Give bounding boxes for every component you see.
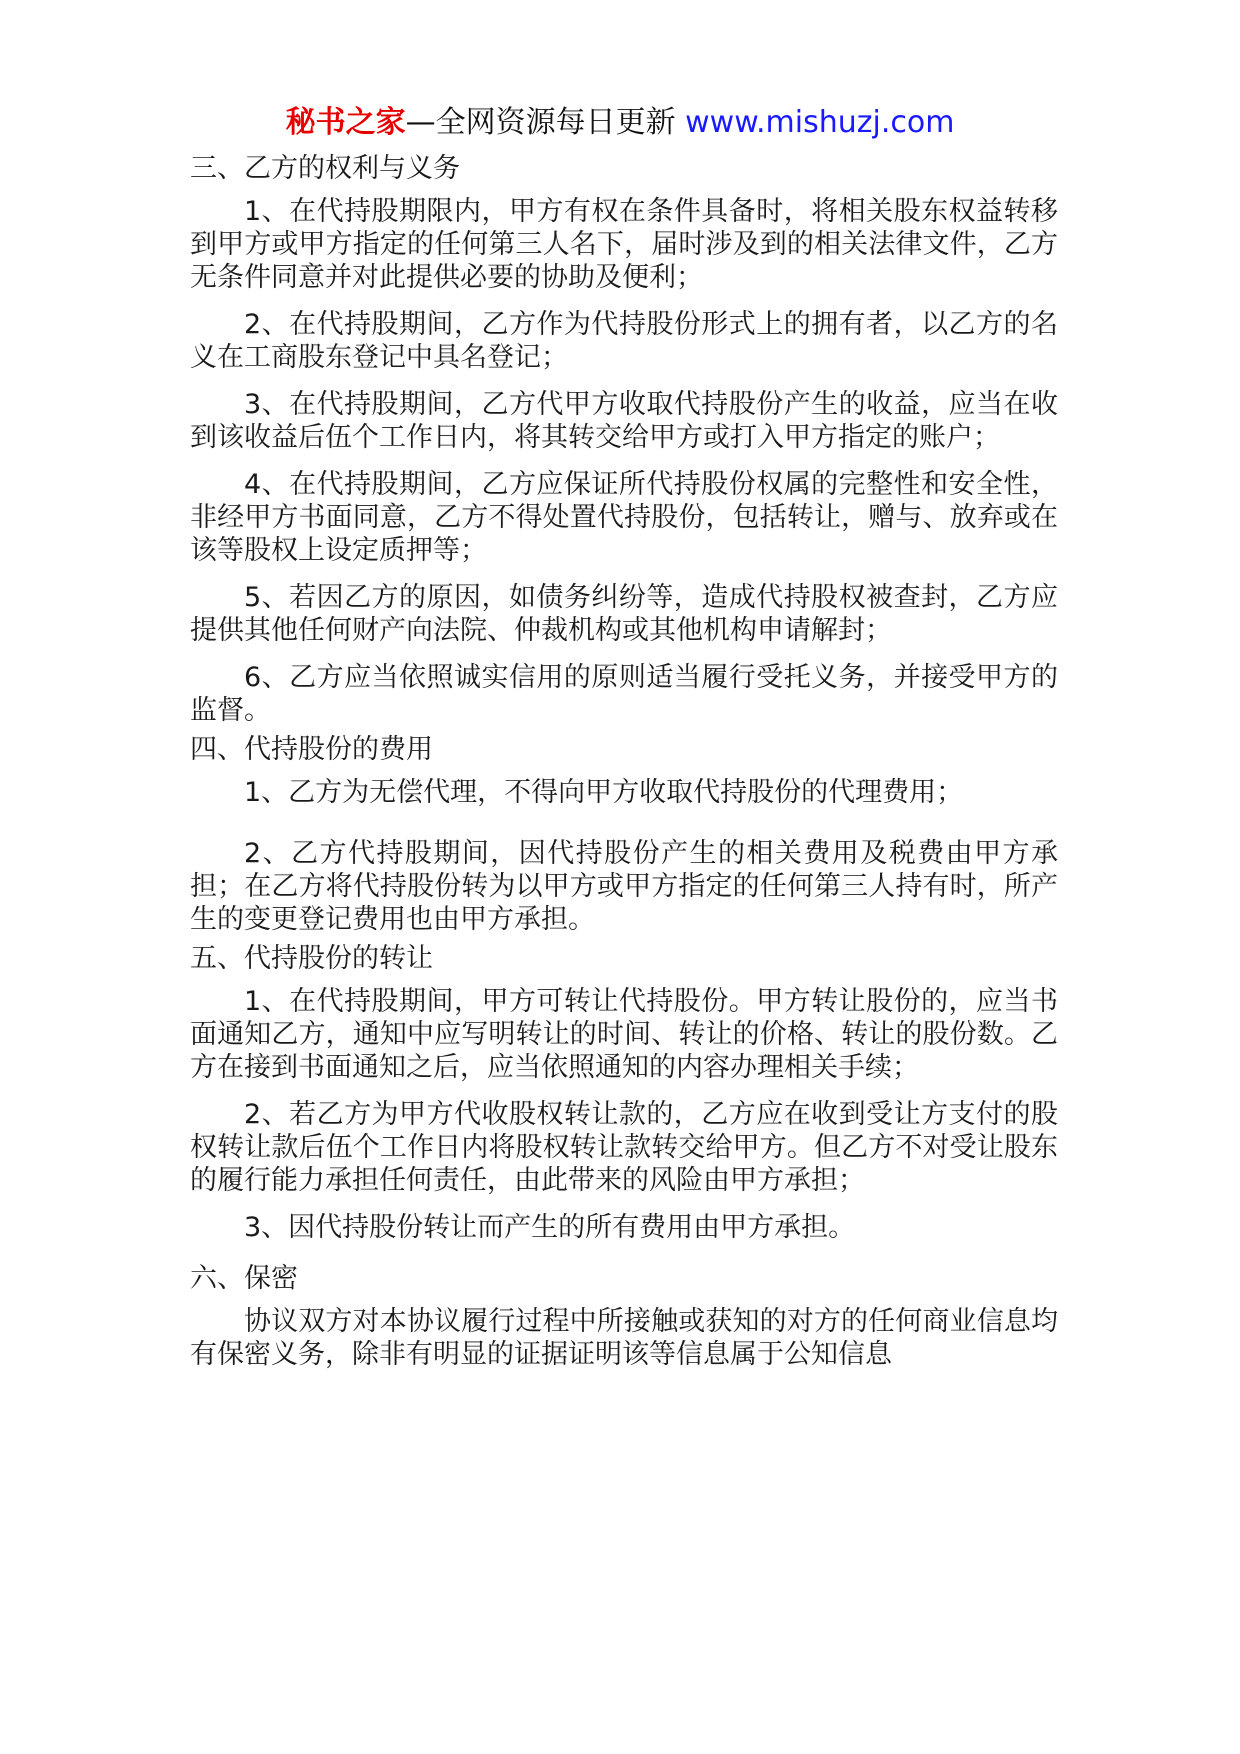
section-title: 四、代持股份的费用 xyxy=(190,734,433,765)
paragraph: 2、在代持股期间，乙方作为代持股份形式上的拥有者，以乙方的名义在工商股东登记中具名登记； xyxy=(190,309,1058,373)
website-link[interactable]: www.mishuzj.com xyxy=(685,105,955,140)
section-title: 五、代持股份的转让 xyxy=(190,943,433,974)
document-body xyxy=(190,152,1058,1385)
paragraph: 1、在代持股期间，甲方可转让代持股份。甲方转让股份的，应当书面通知乙方，通知中应写明转让的时间、转让的价格、转让的股份数。乙方在接到书面通知之后，应当依照通知的内容办理相关手续； xyxy=(190,986,1058,1083)
paragraph: 2、若乙方为甲方代收股权转让款的，乙方应在收到受让方支付的股权转让款后伍个工作日内将股权转让款转交给甲方。但乙方不对受让股东的履行能力承担任何责任，由此带来的风险由甲方承担； xyxy=(190,1099,1058,1196)
section-title: 三、乙方的权利与义务 xyxy=(190,153,460,184)
paragraph: 5、若因乙方的原因，如债务纠纷等，造成代持股权被查封，乙方应提供其他任何财产向法院、仲裁机构或其他机构申请解封； xyxy=(190,582,1058,646)
paragraph: 3、在代持股期间，乙方代甲方收取代持股份产生的收益，应当在收到该收益后伍个工作日内，将其转交给甲方或打入甲方指定的账户； xyxy=(190,389,1058,453)
paragraph: 3、因代持股份转让而产生的所有费用由甲方承担。 xyxy=(244,1212,856,1243)
paragraph: 协议双方对本协议履行过程中所接触或获知的对方的任何商业信息均有保密义务，除非有明显的证据证明该等信息属于公知信息 xyxy=(190,1306,1058,1370)
paragraph: 1、在代持股期限内，甲方有权在条件具备时，将相关股东权益转移到甲方或甲方指定的任何第三人名下，届时涉及到的相关法律文件，乙方无条件同意并对此提供必要的协助及便利； xyxy=(190,196,1058,293)
brand-name: 秘书之家 xyxy=(285,105,406,140)
paragraph: 6、乙方应当依照诚实信用的原则适当履行受托义务，并接受甲方的监督。 xyxy=(190,662,1058,726)
header-tagline: —全网资源每日更新 xyxy=(405,105,686,140)
paragraph: 1、乙方为无偿代理，不得向甲方收取代持股份的代理费用； xyxy=(244,777,964,808)
page-header xyxy=(0,103,1240,143)
section-title: 六、保密 xyxy=(190,1263,298,1294)
paragraph: 4、在代持股期间，乙方应保证所代持股份权属的完整性和安全性，非经甲方书面同意，乙方不得处置代持股份，包括转让，赠与、放弃或在该等股权上设定质押等； xyxy=(190,469,1058,566)
paragraph: 2、乙方代持股期间，因代持股份产生的相关费用及税费由甲方承担；在乙方将代持股份转为以甲方或甲方指定的任何第三人持有时，所产生的变更登记费用也由甲方承担。 xyxy=(190,838,1058,935)
